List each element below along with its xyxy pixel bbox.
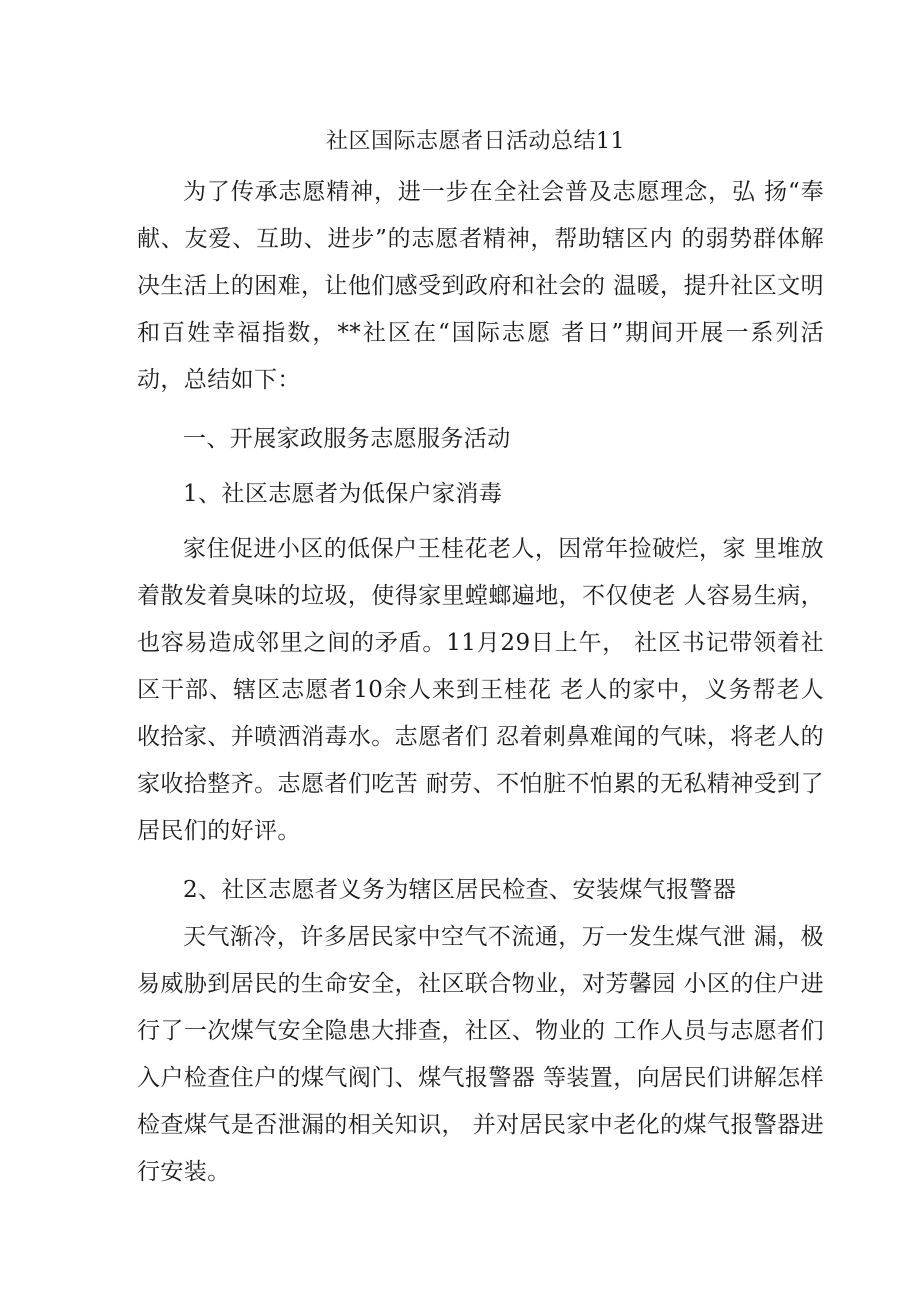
item-1-paragraph: 家住促进小区的低保户王桂花老人，因常年捡破烂，家 里堆放着散发着臭味的垃圾，使得家里螳螂遍地，不仅使老 人容易生病，也容易造成邻里之间的矛盾。11月29日上午， 社区书记带领着社区干部、辖区志愿者10余人来到王桂花 老人的家中，义务帮老人收拾家、并喷洒消毒水。志愿者们 忍着刺鼻难闻的气味，将老人的家收拾整齐。志愿者们吃苦 耐劳、不怕脏不怕累的无私精神受到了居民们的好评。 [137,536,824,844]
intro-paragraph: 为了传承志愿精神，进一步在全社会普及志愿理念，弘 扬“奉献、友爱、互助、进步”的志愿者精神，帮助辖区内 的弱势群体解决生活上的困难，让他们感受到政府和社会的 温暖，提升社区文明和百姓幸福指数，**社区在“国际志愿 者日”期间开展一系列活动，总结如下： [137,179,824,393]
item-2-heading: 2、社区志愿者义务为辖区居民检查、安装煤气报警器 [183,877,737,903]
section-1-heading: 一、开展家政服务志愿服务活动 [183,426,511,452]
item-1-heading: 1、社区志愿者为低保户家消毒 [183,481,503,507]
document-title: 社区国际志愿者日活动总结11 [326,129,625,154]
item-2-paragraph: 天气渐冷，许多居民家中空气不流通，万一发生煤气泄 漏，极易威胁到居民的生命安全，社区联合物业，对芳馨园 小区的住户进行了一次煤气安全隐患大排查，社区、物业的 工作人员与志愿者们入户检查住户的煤气阀门、煤气报警器 等装置，向居民们讲解怎样检查煤气是否泄漏的相关知识， 并对居民家中老化的煤气报警器进行安装。 [137,924,824,1185]
